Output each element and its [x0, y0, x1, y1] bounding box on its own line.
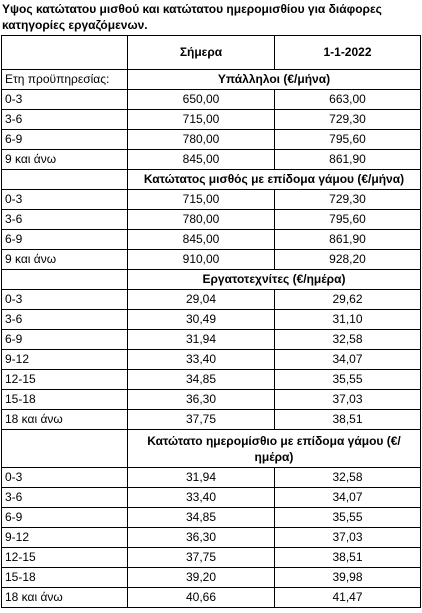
seniority-range: 12-15 [2, 548, 128, 568]
value-2022: 729,30 [275, 110, 421, 130]
section-heading: Κατώτατο ημερομίσθιο με επίδομα γάμου (€/ ημέρα) [128, 430, 421, 468]
value-2022: 35,55 [275, 370, 421, 390]
value-2022: 34,07 [275, 488, 421, 508]
seniority-range: 9-12 [2, 528, 128, 548]
table-row [2, 330, 421, 350]
document-title: Υψος κατώτατου μισθού και κατώτατου ημερομισθίου για διάφορες κατηγορίες εργαζόμενων. [2, 2, 382, 32]
value-today: 34,85 [128, 508, 275, 528]
table-row [2, 150, 421, 170]
value-today: 715,00 [128, 110, 275, 130]
value-today: 37,75 [128, 548, 275, 568]
table-row [2, 350, 421, 370]
section-blank-cell [2, 430, 128, 468]
value-today: 33,40 [128, 488, 275, 508]
table-row [2, 190, 421, 210]
value-today: 33,40 [128, 350, 275, 370]
seniority-range: 9 και άνω [2, 250, 128, 270]
value-today: 30,49 [128, 310, 275, 330]
table-row [2, 290, 421, 310]
value-today: 29,04 [128, 290, 275, 310]
value-2022: 38,51 [275, 410, 421, 430]
table-row [2, 250, 421, 270]
value-2022: 663,00 [275, 90, 421, 110]
value-2022: 38,51 [275, 548, 421, 568]
table-row [2, 110, 421, 130]
seniority-range: 9 και άνω [2, 150, 128, 170]
value-2022: 928,20 [275, 250, 421, 270]
value-2022: 32,58 [275, 330, 421, 350]
seniority-range: 6-9 [2, 330, 128, 350]
table-row [2, 230, 421, 250]
column-header-today: Σήμερα [128, 36, 275, 70]
table-row [2, 410, 421, 430]
column-header-date: 1-1-2022 [275, 36, 421, 70]
value-today: 845,00 [128, 230, 275, 250]
seniority-range: 12-15 [2, 370, 128, 390]
value-2022: 861,90 [275, 230, 421, 250]
value-2022: 861,90 [275, 150, 421, 170]
value-today: 910,00 [128, 250, 275, 270]
table-row [2, 468, 421, 488]
value-today: 31,94 [128, 330, 275, 350]
seniority-range: 3-6 [2, 488, 128, 508]
value-today: 845,00 [128, 150, 275, 170]
table-row [2, 528, 421, 548]
value-2022: 41,47 [275, 588, 421, 608]
section-heading-row [2, 430, 421, 468]
table-row [2, 548, 421, 568]
seniority-range: 9-12 [2, 350, 128, 370]
value-today: 650,00 [128, 90, 275, 110]
value-today: 36,30 [128, 528, 275, 548]
value-today: 36,30 [128, 390, 275, 410]
table-row [2, 390, 421, 410]
section-blank-cell [2, 270, 128, 290]
seniority-range: 3-6 [2, 310, 128, 330]
table-row [2, 508, 421, 528]
table-header-row [2, 36, 421, 70]
value-2022: 35,55 [275, 508, 421, 528]
value-2022: 39,98 [275, 568, 421, 588]
value-2022: 37,03 [275, 528, 421, 548]
value-today: 780,00 [128, 130, 275, 150]
table-row [2, 90, 421, 110]
seniority-range: 18 και άνω [2, 588, 128, 608]
table-row [2, 370, 421, 390]
seniority-range: 0-3 [2, 90, 128, 110]
section-heading-row [2, 270, 421, 290]
value-today: 34,85 [128, 370, 275, 390]
seniority-range: 6-9 [2, 508, 128, 528]
section-heading-row [2, 170, 421, 190]
value-today: 39,20 [128, 568, 275, 588]
value-today: 37,75 [128, 410, 275, 430]
section-heading: Κατώτατος μισθός με επίδομα γάμου (€/μήνα) [128, 170, 421, 190]
table-row [2, 310, 421, 330]
value-2022: 729,30 [275, 190, 421, 210]
seniority-range: 15-18 [2, 568, 128, 588]
table-row [2, 568, 421, 588]
seniority-range: 18 και άνω [2, 410, 128, 430]
minimum-wage-table [1, 35, 421, 608]
table-row [2, 130, 421, 150]
value-today: 40,66 [128, 588, 275, 608]
seniority-range: 15-18 [2, 390, 128, 410]
section-heading-row [2, 70, 421, 90]
value-2022: 795,60 [275, 210, 421, 230]
seniority-range: 3-6 [2, 210, 128, 230]
table-row [2, 210, 421, 230]
seniority-range: 3-6 [2, 110, 128, 130]
value-today: 780,00 [128, 210, 275, 230]
value-2022: 37,03 [275, 390, 421, 410]
value-today: 31,94 [128, 468, 275, 488]
seniority-range: 0-3 [2, 190, 128, 210]
value-2022: 795,60 [275, 130, 421, 150]
value-2022: 32,58 [275, 468, 421, 488]
seniority-label: Ετη προϋπηρεσίας: [2, 70, 128, 90]
seniority-range: 0-3 [2, 290, 128, 310]
value-today: 715,00 [128, 190, 275, 210]
table-row [2, 588, 421, 608]
value-2022: 29,62 [275, 290, 421, 310]
section-heading: Εργατοτεχνίτες (€/ημέρα) [128, 270, 421, 290]
seniority-range: 6-9 [2, 130, 128, 150]
section-blank-cell [2, 170, 128, 190]
seniority-range: 0-3 [2, 468, 128, 488]
value-2022: 31,10 [275, 310, 421, 330]
header-blank-cell [2, 36, 128, 70]
seniority-range: 6-9 [2, 230, 128, 250]
section-heading: Υπάλληλοι (€/μήνα) [128, 70, 421, 90]
value-2022: 34,07 [275, 350, 421, 370]
table-row [2, 488, 421, 508]
